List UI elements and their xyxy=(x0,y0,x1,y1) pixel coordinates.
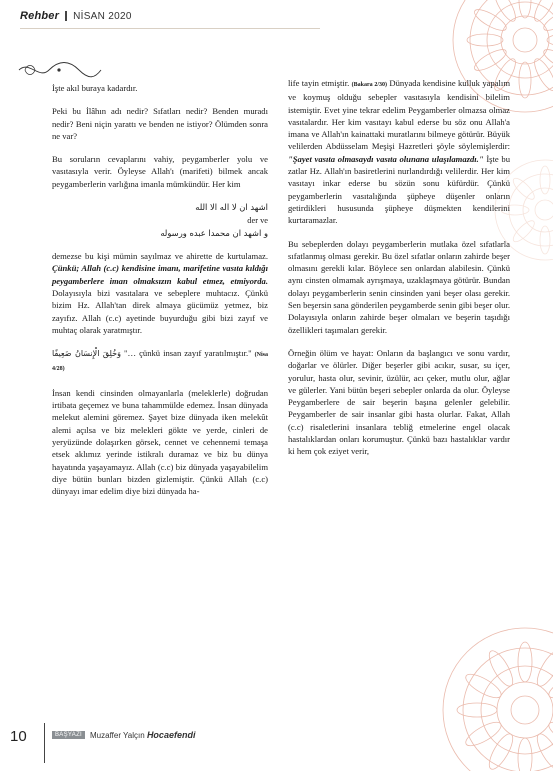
author-name: Muzaffer Yalçın xyxy=(90,731,145,740)
page-number: 10 xyxy=(10,728,27,745)
paragraph: demezse bu kişi mümin sayılmaz ve ahirette de kurtulamaz. Çünkü; Allah (c.c) kendisine imanı, marifetine vasıta kıldığı peygamberlere iman olmaksızın kabul etmez, etmiyorda. Dolayısıyla bizi vasıtalara ve sebeplere muhtacız. Çünkü bizim Hz. Allah'tan direk almaya gücümüz yetmez, biz zayıfız. Allah (c.c) ayetinde buyurduğu gibi bizi zayıf ve muhtaç olarak yaratmıştır. xyxy=(52,251,268,335)
arabic-line: اشهد ان لا اله الا الله xyxy=(195,202,268,213)
magazine-logo: Rehber xyxy=(20,10,60,22)
arabic-shahada xyxy=(52,201,268,240)
flourish-ornament xyxy=(15,58,105,82)
footer-divider xyxy=(44,723,45,763)
paragraph: Peki bu İlâhın adı nedir? Sıfatları nedir? Benden muradı nedir? Beni niçin yarattı ve benden ne istiyor? Ölümden sonra ne var? xyxy=(52,106,268,141)
header-rule xyxy=(20,28,320,29)
paragraph: İnsan kendi cinsinden olmayanlarla (meleklerle) doğrudan irtibata geçemez ve buna tahammülde edemez. İnsan dünyada melekut alemini göremez. Şayet bize dünyada iken melekût alemi açılsa ve biz melekleri gökte ve yerde, cinleri de yeryüzünde dolaşırken görsek, cennet ve cehennemi temaşa etsek aklımız yerinde istikralı duramaz ve biz bu dünya hayatında yaşayamayız. Allah (c.c) biz dünyada yaşayabilelim diye bütün bunları bizden gizlemiştir. Çünkü Allah (c.c) dünyayı imar edelim diye bizi dünyada ha- xyxy=(52,387,268,497)
quote-text: "Şayet vasıta olmasaydı vasıta olunana ulaşılamazdı." xyxy=(288,153,484,164)
page-header xyxy=(20,8,132,24)
emphasis-text: Çünkü; Allah (c.c) kendisine imanı, marifetine vasıta kıldığı peygamberlere iman olmaksızın kabul etmez, etmiyorda. xyxy=(52,263,268,286)
left-column xyxy=(52,82,268,508)
right-column xyxy=(288,77,510,469)
author-credit xyxy=(90,730,195,740)
author-title: Hocaefendi xyxy=(146,730,196,740)
paragraph: life tayin etmiştir. (Bakara 2/30) Dünyada kendisine kulluk yapalım ve koymuş olduğu sebepler vasıtasıyla kendisini bilelim istemiştir. Evet yine tekrar edelim Peygamberler olmazsa olmaz vasıtalardır. Her kim vasıtayı kabul ederse bu söz onu Allah'a imana ve Allah'ın kainattaki muratlarını bilmeye götürür. Büyük velilerden Abdüsselam Meşişi Hazretleri şöyle söylemişlerdir: "Şayet vasıta olmasaydı vasıta olunana ulaşılamazdı." İşte bu zatlar Hz. Allah'ın basiretlerini nurlandırdığı velilerdir. Her kim vasıtayı inkar ederse bu sözün sonu küfürdür. Çünkü peygamberlerin vasıtalığında şüpheye düşenler onların getirdikleri hususunda şüpheye düşmekten kendilerini kurtaramazlar. xyxy=(288,78,511,226)
header-divider xyxy=(65,11,67,21)
verse-quote xyxy=(52,347,268,376)
arabic-verse: وَخُلِقَ الْإِنسَانُ ضَعِيفًا xyxy=(52,349,121,359)
verse-reference: (Bakara 2/30) xyxy=(351,82,387,88)
paragraph: İşte akıl buraya kadardır. xyxy=(52,83,138,93)
arabic-line: و اشهد ان محمدا عبده ورسوله xyxy=(160,228,268,239)
paragraph: Örneğin ölüm ve hayat: Onların da başlangıcı ve sonu vardır, doğarlar ve ölürler. Diğer beşerler gibi acıkır, susar, su içer, yorulur, hasta olur, sevinir, üzülür, acı çeker, mutlu olur, ağlar ve gülerler. Yani bütün beşeri sebepler onlarda da olur. Öyleyse Peygamberlere de sair beşerin başına gelenler gelebilir. Peygamberler de sair insanlar gibi hasta olurlar. Fakat, Allah (c.c) risaletlerini insanlara tebliğ etmelerine engel olacak hastalıklardan onları korumuştur. Çünkü bazı hastalıklar vardır ki hem çok eziyet verir, xyxy=(288,347,510,457)
verse-reference: (Nisa 4/28) xyxy=(52,352,268,373)
paragraph: Bu soruların cevaplarını vahiy, peygamberler yolu ve vasıtasıyla verir. Öyleyse Allah'ı (marifeti) bilmek ancak peygamberlerin varlığına imanla mümkündür. Her kim xyxy=(52,154,268,189)
issue-date: NİSAN 2020 xyxy=(73,10,132,22)
page-footer xyxy=(0,727,553,749)
paragraph: Bu sebeplerden dolayı peygamberlerin mutlaka özel sıfatlarla sıfatlanmış olması gerekir. Bu özel sıfatlar onların zahirde beşer olmasını gerekli kılar. Böylece sen onlardan alabilesin. Çünkü aynı cinsten olmamak ayrışmaya, uzaklaşmaya götürür. Bundan dolayı peygamberlerin senin cinsinden yani beşer olası gerekir. Sen beşersin sana gönderilen peygamberde senin gibi beşer olur. Dolayısıyla onların zahirde beşer olmaları ve beşerin taşıdığı özellikleri taşımaları gerekir. xyxy=(288,238,510,335)
section-badge: BAŞYAZI xyxy=(52,731,85,739)
verse-translation: "… çünkü insan zayıf yaratılmıştır." xyxy=(123,348,252,359)
inline-text: der ve xyxy=(247,216,268,226)
